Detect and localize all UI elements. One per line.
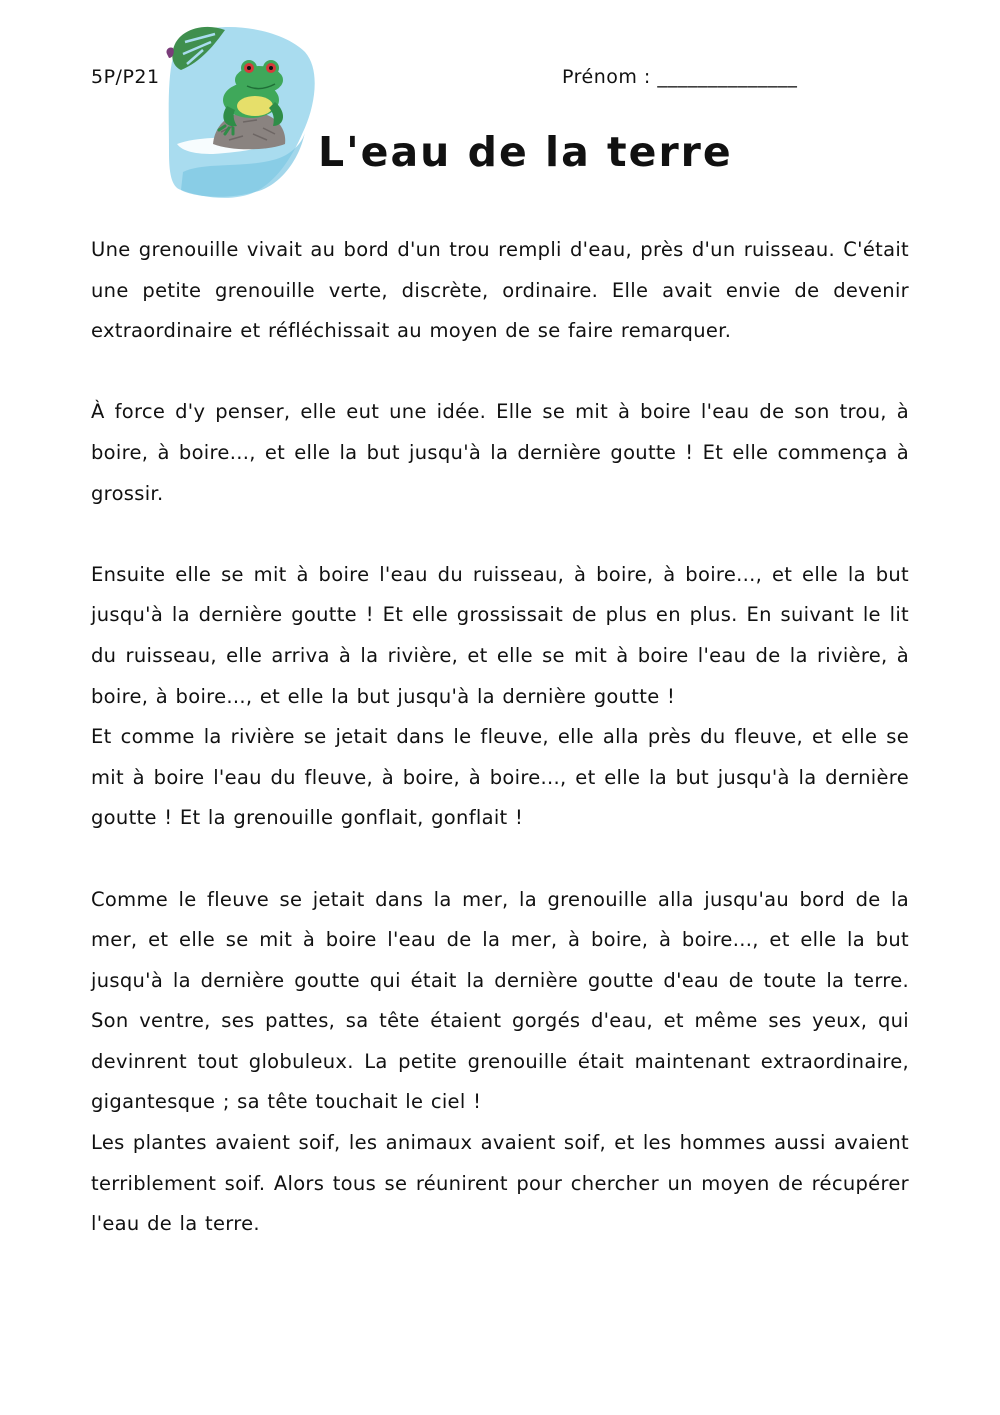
paragraph: Une grenouille vivait au bord d'un trou rempli d'eau, près d'un ruisseau. C'était une petite grenouille verte, discrète, ordinaire. Elle avait envie de devenir extraordinaire et réfléchissait au moyen de se faire remarquer.	[91, 238, 909, 343]
paragraph: À force d'y penser, elle eut une idée. Elle se mit à boire l'eau de son trou, à boire, à boire..., et elle la but jusqu'à la dernière goutte ! Et elle commença à grossir.	[91, 400, 909, 505]
story-text	[91, 230, 909, 1285]
paragraph: Ensuite elle se mit à boire l'eau du ruisseau, à boire, à boire..., et elle la but jusqu'à la dernière goutte ! Et elle grossissait de plus en plus. En suivant le lit du ruisseau, elle arriva à la rivière, et elle se mit à boire l'eau de la rivière, à boire, à boire..., et elle la but jusqu'à la dernière goutte !	[91, 562, 909, 708]
paragraph: Comme le fleuve se jetait dans la mer, la grenouille alla jusqu'au bord de la mer, et elle se mit à boire l'eau de la mer, à boire, à boire..., et elle la but jusqu'à la dernière goutte qui était la dernière goutte d'eau de toute la terre. Son ventre, ses pattes, sa tête étaient gorgés d'eau, et même ses yeux, qui devinrent tout globuleux. La petite grenouille était maintenant extraordinaire, gigantesque ; sa tête touchait le ciel !	[91, 887, 909, 1114]
class-code: 5P/P21	[91, 66, 160, 88]
paragraph: Les plantes avaient soif, les animaux avaient soif, et les hommes aussi avaient terriblement soif. Alors tous se réunirent pour chercher un moyen de récupérer l'eau de la terre.	[91, 1131, 909, 1236]
first-name-field: Prénom : ______________	[562, 66, 798, 88]
frog-on-rock-illustration	[163, 22, 318, 202]
page-title: L'eau de la terre	[318, 128, 733, 176]
paragraph: Et comme la rivière se jetait dans le fleuve, elle alla près du fleuve, et elle se mit à boire l'eau du fleuve, à boire, à boire..., et elle la but jusqu'à la dernière goutte ! Et la grenouille gonflait, gonflait !	[91, 725, 909, 830]
